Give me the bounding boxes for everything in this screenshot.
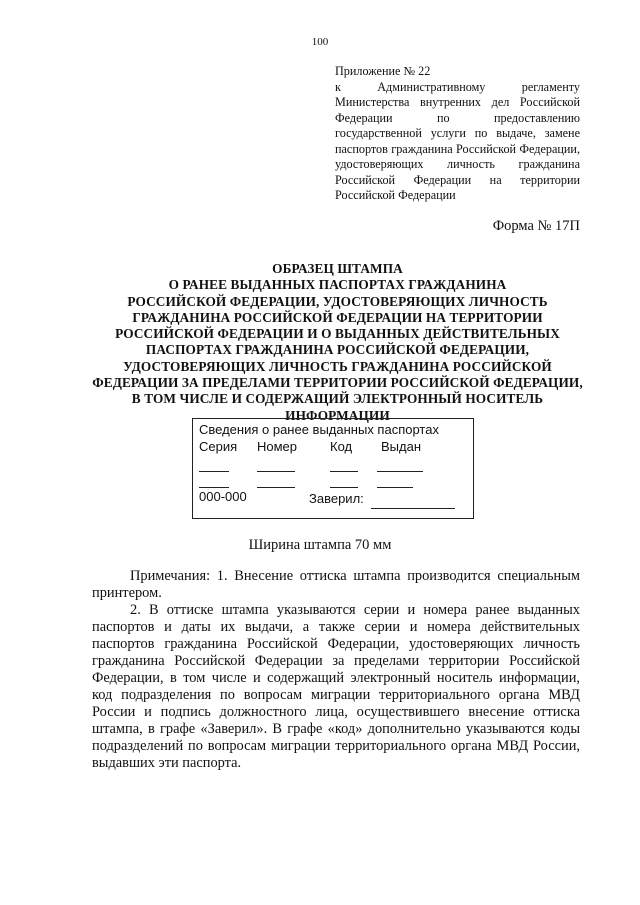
title-line: ФЕДЕРАЦИИ ЗА ПРЕДЕЛАМИ ТЕРРИТОРИИ РОССИЙСКОЙ ФЕДЕРАЦИИ, [92,375,583,391]
stamp-blank-line [330,487,358,488]
form-number: Форма № 17П [492,218,580,234]
title-line: ИНФОРМАЦИИ [285,407,390,423]
note-1: Примечания: 1. Внесение оттиска штампа производится специальным принтером. [92,568,580,601]
stamp-width-note: Ширина штампа 70 мм [248,537,392,553]
stamp-column-number: Номер [257,439,298,454]
stamp-blank-line [257,471,295,472]
title-line: ГРАЖДАНИНА РОССИЙСКОЙ ФЕДЕРАЦИИ НА ТЕРРИТОРИИ [132,309,543,325]
title-line: РОССИЙСКОЙ ФЕДЕРАЦИИ, УДОСТОВЕРЯЮЩИХ ЛИЧНОСТЬ [127,293,548,309]
title-line: ПАСПОРТАХ ГРАЖДАНИНА РОССИЙСКОЙ ФЕДЕРАЦИИ, [145,342,530,358]
stamp-signature-line [371,508,455,509]
stamp-sample [192,418,474,519]
appendix-text: к Административному регламенту Министерства внутренних дел Российской Федерации по предоставлению государственной услуги по выдаче, замене паспортов гражданина Российской Федерации, удостоверяющих личность гражданина Российской Федерации на территории Российской Федерации [335,79,580,202]
title-line: О РАНЕЕ ВЫДАННЫХ ПАСПОРТАХ ГРАЖДАНИНА [168,277,507,293]
stamp-column-code: Код [330,439,353,454]
notes-block [92,568,580,772]
stamp-blank-line [377,471,423,472]
stamp-column-series: Серия [199,439,238,454]
stamp-blank-line [199,471,229,472]
appendix-title: Приложение № 22 [335,64,431,78]
stamp-blank-line [199,487,229,488]
stamp-blank-line [330,471,358,472]
page-number: 100 [311,36,329,48]
stamp-column-issued: Выдан [381,439,422,454]
stamp-header: Сведения о ранее выданных паспортах [199,422,439,437]
appendix-block [335,64,580,204]
title-line: УДОСТОВЕРЯЮЩИХ ЛИЧНОСТЬ ГРАЖДАНИНА РОССИЙСКОЙ [123,358,552,374]
title-line: В ТОМ ЧИСЛЕ И СОДЕРЖАЩИЙ ЭЛЕКТРОННЫЙ НОСИТЕЛЬ [131,391,544,407]
note-2: 2. В оттиске штампа указываются серии и номера ранее выданных паспортов и даты их выдачи, а также серии и номера действительных паспортов гражданина Российской Федерации, удостоверяющих личность гражданина Российской Федерации за пределами территории Российской Федерации, в том числе и содержащий электронный носитель информации, код подразделения по вопросам миграции территориального органа МВД России и подпись должностного лица, осуществившего внесение оттиска штампа, в графе «Заверил». В графе «код» дополнительно указываются коды подразделений по вопросам миграции территориального органа МВД России, выдавших эти паспорта. [92,602,580,771]
title-line: ОБРАЗЕЦ ШТАМПА [272,261,403,276]
stamp-blank-line [377,487,413,488]
stamp-certified-label: Заверил: [309,491,364,506]
title-line: РОССИЙСКОЙ ФЕДЕРАЦИИ И О ВЫДАННЫХ ДЕЙСТВИТЕЛЬНЫХ [115,326,560,342]
document-title [80,261,595,424]
stamp-code-value: 000-000 [199,489,247,504]
stamp-blank-line [257,487,295,488]
